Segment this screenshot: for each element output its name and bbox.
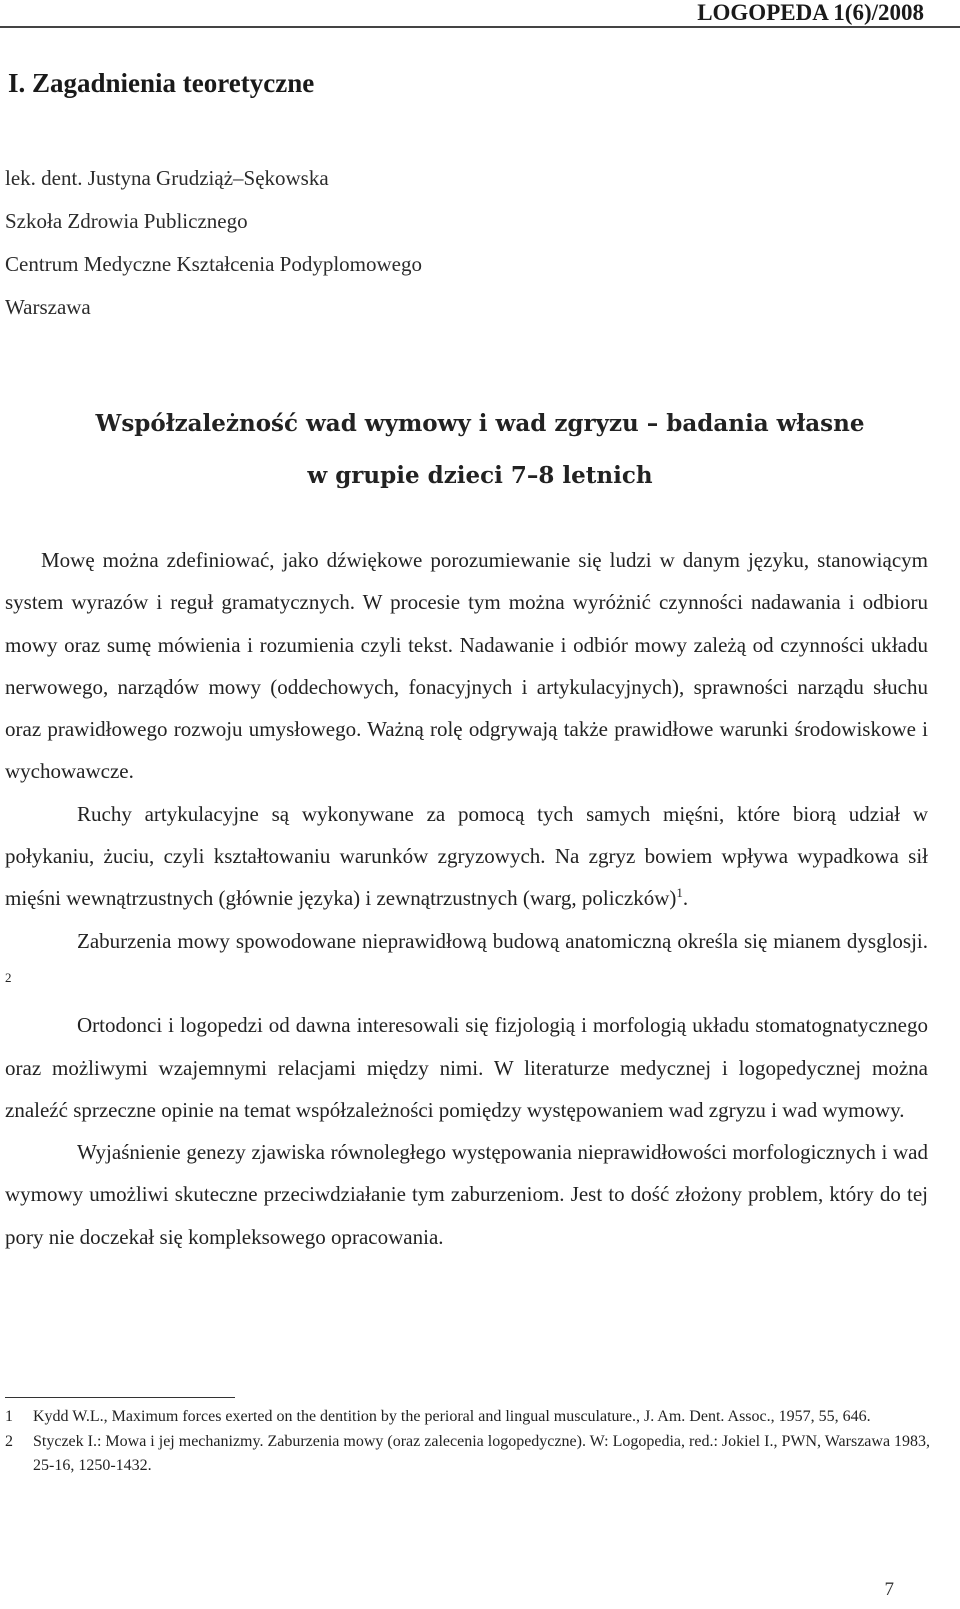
header-divider: [0, 26, 960, 28]
footnote-number: 1: [5, 1408, 13, 1425]
footnotes: [5, 1405, 935, 1479]
footnote-number: 2: [5, 1432, 13, 1450]
paragraph-3: [5, 920, 928, 1005]
paragraph-2: [5, 793, 928, 920]
paragraph-2-end: .: [682, 886, 689, 911]
section-heading: I. Zagadnienia teoretyczne: [8, 68, 315, 98]
footnote-2: [5, 1430, 935, 1479]
paragraph-2-text: Ruchy artykulacyjne są wykonywane za pomocą tych samych mięśni, które biorą udział w połykaniu, żuciu, czyli kształtowaniu warunków zgryzowych. Na zgryz bowiem wpływa wypadkowa sił mięśni wewnątrzustnych (głównie języka) i zewnątrzustnych (warg, policzków): [5, 801, 928, 911]
article-title-line-1: Współzależność wad wymowy i wad zgryzu – badania własne: [95, 410, 865, 437]
paragraph-1: Mowę można zdefiniować, jako dźwiękowe porozumiewanie się ludzi w danym języku, stanowiącym system wyrazów i reguł gramatycznych. W procesie tym można wyróżnić czynności nadawania i odbioru mowy oraz sumę mówienia i rozumienia czyli tekst. Nadawanie i odbiór mowy zależą od czynności układu nerwowego, narządów mowy (oddechowych, fonacyjnych i artykulacyjnych), sprawności narządu słuchu oraz prawidłowego rozwoju umysłowego. Ważną rolę odgrywają także prawidłowe warunki środowiskowe i wychowawcze.: [5, 548, 928, 784]
author-block: [5, 157, 422, 329]
article-title: [0, 398, 960, 502]
article-body: [5, 539, 928, 1258]
paragraph-5: Wyjaśnienie genezy zjawiska równoległego występowania nieprawidłowości morfologicznych i wad wymowy umożliwi skuteczne przeciwdziałanie tym zaburzeniom. Jest to dość złożony problem, który do tej pory nie doczekał się kompleksowego opracowania.: [5, 1140, 928, 1249]
author-city: Warszawa: [5, 295, 91, 319]
journal-header: LOGOPEDA 1(6)/2008: [697, 0, 924, 25]
paragraph-4: Ortodonci i logopedzi od dawna interesowali się fizjologią i morfologią układu stomatognatycznego oraz możliwymi wzajemnymi relacjami między nimi. W literaturze medycznej i logopedycznej można znaleźć sprzeczne opinie na temat współzależności pomiędzy występowaniem wad zgryzu i wad wymowy.: [5, 1013, 928, 1122]
footnote-divider: [5, 1397, 235, 1398]
author-affiliation-2: Centrum Medyczne Kształcenia Podyplomowego: [5, 252, 422, 276]
footnote-text: Kydd W.L., Maximum forces exerted on the dentition by the perioral and lingual musculature., J. Am. Dent. Assoc., 1957, 55, 646.: [33, 1408, 871, 1425]
footnote-1: [5, 1405, 935, 1430]
footnote-ref-2[interactable]: 2: [5, 969, 12, 985]
footnote-ref-1[interactable]: 1: [676, 885, 683, 901]
footnote-text: Styczek I.: Mowa i jej mechanizmy. Zaburzenia mowy (oraz zalecenia logopedyczne). W: Logopedia, red.: Jokiel I., PWN, Warszawa 1983, 25-16, 1250-1432.: [33, 1432, 931, 1474]
article-title-line-2: w grupie dzieci 7–8 letnich: [307, 462, 653, 489]
author-affiliation-1: Szkoła Zdrowia Publicznego: [5, 209, 248, 233]
paragraph-3-text: Zaburzenia mowy spowodowane nieprawidłową budową anatomiczną określa się mianem dysglosji.: [77, 928, 928, 953]
author-name: lek. dent. Justyna Grudziąż–Sękowska: [5, 166, 329, 190]
page-number: 7: [884, 1579, 894, 1600]
